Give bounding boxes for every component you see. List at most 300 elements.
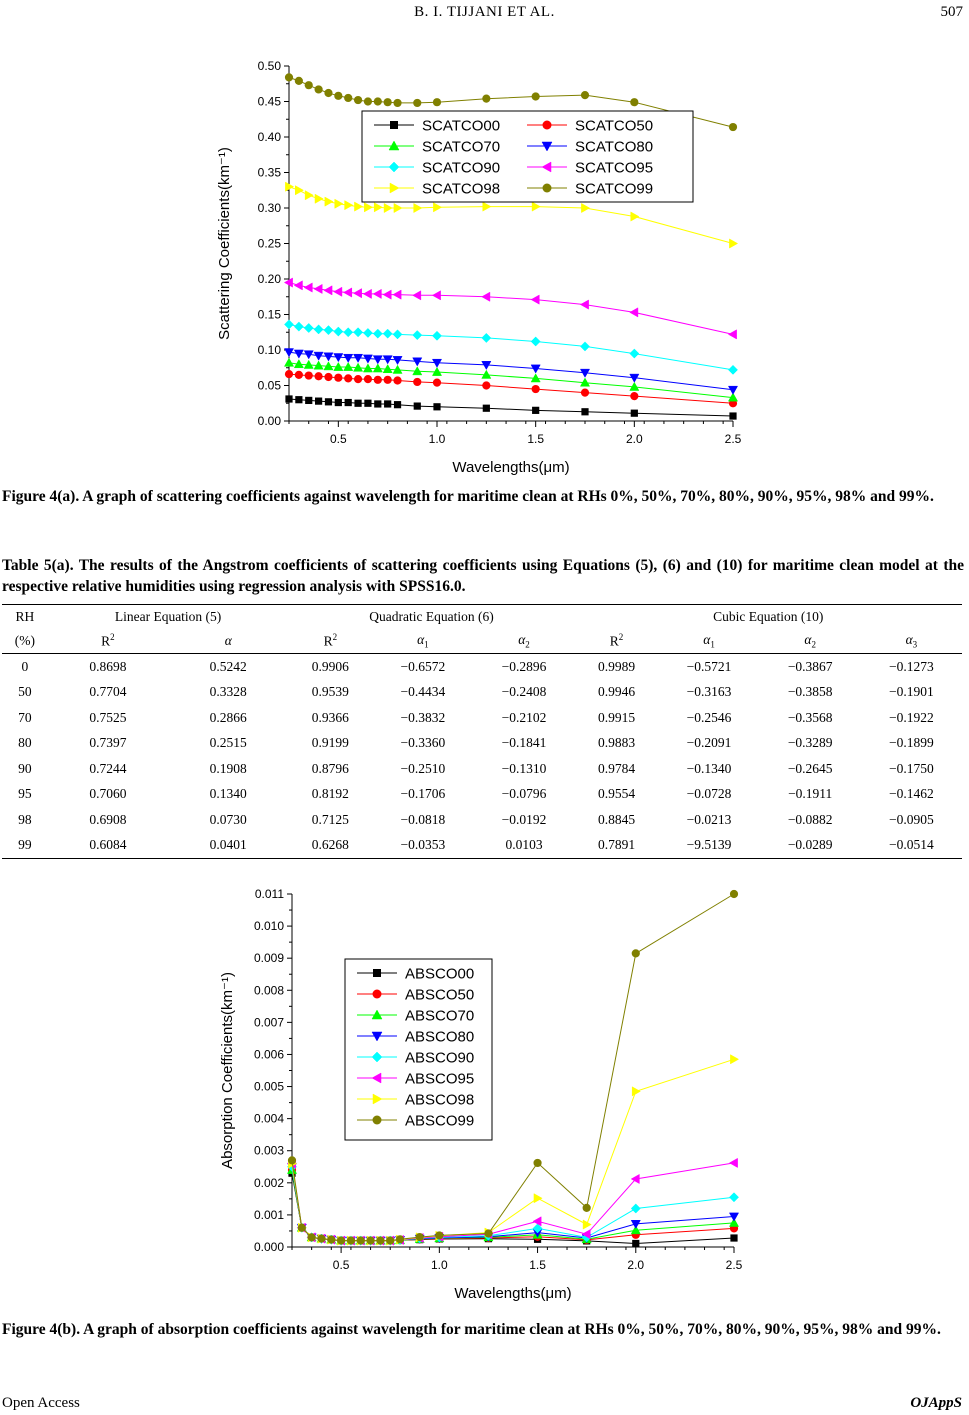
series-scatco95 xyxy=(284,278,736,339)
table-cell: 0.7525 xyxy=(89,709,127,725)
table-cell: 0.6268 xyxy=(288,833,372,859)
x-axis-label: Wavelengths(μm) xyxy=(454,1285,572,1302)
data-point xyxy=(295,77,303,85)
table-cell: 0.7125 xyxy=(311,811,349,827)
footer-journal: OJAppS xyxy=(910,1395,962,1411)
table-cell: −0.2546 xyxy=(686,709,732,725)
legend-label: ABSCO98 xyxy=(405,1091,475,1109)
y-tick-label: 0.00 xyxy=(257,414,281,428)
data-point xyxy=(413,291,421,300)
y-tick-label: 0.35 xyxy=(257,165,281,180)
data-point xyxy=(347,1236,355,1244)
data-point xyxy=(630,349,639,358)
data-point xyxy=(357,1236,365,1244)
table-cell: −0.0728 xyxy=(686,786,732,802)
data-point xyxy=(632,949,640,957)
data-point xyxy=(531,295,539,304)
data-point xyxy=(729,1193,738,1202)
data-point xyxy=(580,342,589,351)
table-cell: 0.8845 xyxy=(597,811,636,827)
data-point xyxy=(583,1204,591,1212)
legend-label: SCATCO00 xyxy=(422,117,501,135)
data-point xyxy=(344,354,353,362)
data-point xyxy=(374,400,381,407)
data-point xyxy=(335,199,343,208)
data-point xyxy=(285,395,292,402)
series-line xyxy=(292,1167,734,1241)
x-tick-label: 1.0 xyxy=(430,1258,448,1272)
table-cell: −0.1310 xyxy=(501,760,547,776)
data-point xyxy=(384,376,392,384)
y-tick-label: 0.005 xyxy=(253,1079,284,1094)
table-cell: 0.7891 xyxy=(575,833,659,859)
legend-marker xyxy=(390,121,398,129)
series-scatco50 xyxy=(285,370,737,407)
series-line xyxy=(289,283,733,335)
data-point xyxy=(344,94,352,102)
table-cell: −0.2408 xyxy=(501,684,547,700)
figure-4b-chart xyxy=(0,870,969,1310)
x-axis-label: Wavelengths(μm) xyxy=(452,459,570,476)
data-point xyxy=(532,202,540,211)
data-point xyxy=(364,375,372,383)
figure-4a-caption: Figure 4(a). A graph of scattering coefficients against wavelength for maritime clean at RHs 0%, 50%, 70%, 80%, 90%, 95%, 98% and 99%. xyxy=(2,488,934,505)
data-point xyxy=(533,1159,541,1167)
table-cell: 70 xyxy=(18,709,32,725)
data-point xyxy=(376,1236,384,1244)
data-point xyxy=(532,92,540,100)
data-point xyxy=(482,95,490,103)
table-cell: −0.3832 xyxy=(400,709,446,725)
data-point xyxy=(433,98,441,106)
data-point xyxy=(344,288,352,297)
y-axis-label: Scattering Coefficients(km⁻¹) xyxy=(216,147,233,340)
table-cell: −0.0213 xyxy=(686,811,732,827)
x-tick-label: 2.0 xyxy=(625,432,643,446)
data-point xyxy=(374,97,382,105)
data-point xyxy=(373,356,382,364)
data-point xyxy=(327,1236,335,1244)
data-point xyxy=(414,402,421,409)
data-point xyxy=(345,201,353,210)
data-point xyxy=(581,91,589,99)
data-point xyxy=(324,373,332,381)
data-point xyxy=(363,328,372,337)
col-group-cubic: Cubic Equation (10) xyxy=(575,605,962,630)
table-cell: 50 xyxy=(18,684,32,700)
column-header: $R^2$ xyxy=(609,632,624,649)
data-point xyxy=(581,408,588,415)
legend-marker xyxy=(373,990,382,999)
data-point xyxy=(384,400,391,407)
table-cell: 0.2515 xyxy=(209,735,247,751)
data-point xyxy=(630,392,638,400)
table-cell: 0.8192 xyxy=(311,786,349,802)
table-cell: 0.9366 xyxy=(311,709,349,725)
series-scatco70 xyxy=(284,358,737,401)
series-absco00 xyxy=(288,1170,737,1247)
data-point xyxy=(384,203,392,212)
y-tick-label: 0.50 xyxy=(257,59,281,73)
data-point xyxy=(337,1236,345,1244)
data-point xyxy=(581,389,589,397)
col-group-linear: Linear Equation (5) xyxy=(48,605,289,630)
data-point xyxy=(373,329,382,338)
table-cell: 0.3328 xyxy=(209,684,247,700)
data-point xyxy=(315,85,323,93)
table-cell: −0.2645 xyxy=(787,760,833,776)
data-point xyxy=(729,123,737,131)
table-cell: −9.5139 xyxy=(658,833,759,859)
y-tick-label: 0.003 xyxy=(253,1143,284,1158)
legend-label: ABSCO70 xyxy=(405,1007,475,1025)
table-cell: −0.0905 xyxy=(889,811,934,827)
table-cell: −0.1340 xyxy=(686,760,732,776)
y-tick-label: 0.25 xyxy=(257,236,281,251)
legend-label: SCATCO98 xyxy=(422,180,501,198)
column-header: $\alpha_1$ xyxy=(703,632,715,650)
table-cell: −0.3289 xyxy=(787,735,833,751)
data-point xyxy=(631,1204,640,1213)
table-cell: 0 xyxy=(2,654,48,680)
table-cell: 0.9199 xyxy=(311,735,349,751)
page-footer xyxy=(2,1395,962,1412)
data-point xyxy=(295,186,303,195)
table-cell: 0.0103 xyxy=(473,833,574,859)
legend-label: SCATCO80 xyxy=(575,138,654,156)
table-cell: 98 xyxy=(18,811,32,827)
data-point xyxy=(314,325,323,334)
data-point xyxy=(364,400,371,407)
data-point xyxy=(435,1231,443,1239)
data-point xyxy=(384,98,392,106)
table-cell: −0.1750 xyxy=(889,760,934,776)
table-cell: 0.1908 xyxy=(209,760,247,776)
y-tick-label: 0.15 xyxy=(257,307,281,322)
table-cell: −0.1901 xyxy=(889,684,934,700)
column-header: $R^2$ xyxy=(323,632,338,649)
data-point xyxy=(324,326,333,335)
data-point xyxy=(482,381,490,389)
col-group-rh: RH xyxy=(2,605,48,630)
data-point xyxy=(344,328,353,337)
data-point xyxy=(285,370,293,378)
data-point xyxy=(532,407,539,414)
data-point xyxy=(354,202,362,211)
data-point xyxy=(730,890,738,898)
y-tick-label: 0.004 xyxy=(253,1111,284,1126)
data-point xyxy=(294,322,303,331)
legend-label: ABSCO00 xyxy=(405,965,475,983)
legend-label: SCATCO50 xyxy=(575,117,654,135)
legend-label: SCATCO90 xyxy=(422,159,501,177)
legend-label: ABSCO80 xyxy=(405,1028,475,1046)
table-cell: 0.6908 xyxy=(89,811,127,827)
y-tick-label: 0.20 xyxy=(257,272,281,286)
table-cell: −0.0289 xyxy=(760,833,861,859)
page-header xyxy=(0,2,969,22)
table-cell: 0.0401 xyxy=(168,833,288,859)
data-point xyxy=(304,323,313,332)
data-point xyxy=(728,365,737,374)
table-cell: 0.9784 xyxy=(597,760,636,776)
y-tick-label: 0.010 xyxy=(253,919,284,934)
data-point xyxy=(580,300,588,309)
data-point xyxy=(383,290,391,299)
y-tick-label: 0.45 xyxy=(257,94,281,109)
table-cell: 0.9946 xyxy=(597,684,636,700)
table-cell: 0.5242 xyxy=(168,654,288,680)
data-point xyxy=(285,73,293,81)
data-point xyxy=(482,333,491,342)
x-tick-label: 1.5 xyxy=(529,1258,546,1272)
figure-4b-caption: Figure 4(b). A graph of absorption coefficients against wavelength for maritime clean at RHs 0%, 50%, 70%, 80%, 90%, 95%, 98% and 99%. xyxy=(2,1321,941,1338)
data-point xyxy=(364,203,372,212)
data-point xyxy=(304,283,312,292)
y-tick-label: 0.05 xyxy=(257,378,281,393)
table-cell: 0.9554 xyxy=(597,786,636,802)
data-point xyxy=(353,289,361,298)
table-cell: 0.0730 xyxy=(209,811,247,827)
column-header: $\alpha_1$ xyxy=(417,632,429,650)
data-point xyxy=(433,403,440,410)
data-point xyxy=(324,286,332,295)
page-number: 507 xyxy=(940,4,963,20)
figure-4a-chart xyxy=(0,40,969,525)
data-point xyxy=(730,1055,738,1064)
data-point xyxy=(284,320,293,329)
data-point xyxy=(335,399,342,406)
table-cell: −0.6572 xyxy=(372,654,473,680)
table-cell: 0.9915 xyxy=(597,709,636,725)
data-point xyxy=(630,308,638,317)
table-cell: 0.9539 xyxy=(311,684,349,700)
data-point xyxy=(482,292,490,301)
data-point xyxy=(305,397,312,404)
data-point xyxy=(729,412,736,419)
table-cell: −0.1899 xyxy=(889,735,934,751)
running-head-authors: B. I. TIJJANI ET AL. xyxy=(414,4,555,20)
data-point xyxy=(334,92,342,100)
x-tick-label: 2.0 xyxy=(627,1258,645,1272)
table-cell: −0.1841 xyxy=(501,735,547,751)
y-tick-label: 0.10 xyxy=(257,343,281,357)
legend-label: ABSCO90 xyxy=(405,1049,475,1067)
data-point xyxy=(334,327,343,336)
data-point xyxy=(295,396,302,403)
table-cell: −0.1922 xyxy=(889,709,934,725)
table-cell: 0.7397 xyxy=(89,735,127,751)
data-point xyxy=(305,191,313,200)
data-point xyxy=(315,372,323,380)
y-axis-label: Absorption Coefficients(km⁻¹) xyxy=(219,972,236,1169)
table-cell: −0.1273 xyxy=(861,654,962,680)
data-point xyxy=(364,97,372,105)
data-point xyxy=(314,284,322,293)
data-point xyxy=(581,203,589,212)
data-point xyxy=(631,410,638,417)
table-cell: −0.3360 xyxy=(400,735,446,751)
legend-label: ABSCO99 xyxy=(405,1112,475,1130)
table-cell: −0.1706 xyxy=(400,786,446,802)
y-tick-label: 0.007 xyxy=(253,1015,284,1030)
data-point xyxy=(354,96,362,104)
column-header: (%) xyxy=(14,633,35,648)
table-cell: −0.2102 xyxy=(501,709,547,725)
data-point xyxy=(631,212,639,221)
legend-label: SCATCO99 xyxy=(575,180,654,198)
table-cell: 0.9906 xyxy=(288,654,372,680)
data-point xyxy=(308,1233,316,1241)
data-point xyxy=(288,1156,296,1164)
table-cell: 0.6084 xyxy=(48,833,168,859)
data-point xyxy=(295,371,303,379)
data-point xyxy=(413,330,422,339)
data-point xyxy=(363,289,371,298)
data-point xyxy=(325,197,333,206)
table-cell: 0.9883 xyxy=(597,735,636,751)
y-tick-label: 0.011 xyxy=(254,887,284,901)
y-tick-label: 0.30 xyxy=(257,201,281,215)
table-cell: −0.3858 xyxy=(787,684,833,700)
data-point xyxy=(315,398,322,405)
data-point xyxy=(534,1194,542,1203)
table-cell: −0.3163 xyxy=(686,684,732,700)
x-tick-label: 0.5 xyxy=(332,1258,350,1272)
data-point xyxy=(393,330,402,339)
footer-open-access: Open Access xyxy=(2,1395,80,1411)
y-tick-label: 0.008 xyxy=(253,983,284,998)
table-cell: −0.0514 xyxy=(861,833,962,859)
data-point xyxy=(344,374,352,382)
table-cell: 99 xyxy=(2,833,48,859)
column-header: $\alpha_2$ xyxy=(518,632,530,650)
data-point xyxy=(483,202,491,211)
data-point xyxy=(298,1224,306,1232)
table-cell: −0.1911 xyxy=(788,786,833,802)
table-cell: 0.1340 xyxy=(209,786,247,802)
table-cell: −0.0882 xyxy=(787,811,833,827)
legend-marker xyxy=(543,184,552,193)
legend-label: SCATCO95 xyxy=(575,159,654,177)
table-cell: −0.0818 xyxy=(400,811,446,827)
data-point xyxy=(394,401,401,408)
table-cell: 95 xyxy=(18,786,32,802)
x-tick-label: 2.5 xyxy=(725,1258,743,1272)
x-tick-label: 1.5 xyxy=(527,432,545,446)
table-cell: 0.7244 xyxy=(89,760,127,776)
table-cell: 0.8796 xyxy=(311,760,349,776)
data-point xyxy=(393,99,401,107)
table-cell: 0.8698 xyxy=(48,654,168,680)
data-point xyxy=(728,330,736,339)
y-tick-label: 0.002 xyxy=(253,1175,284,1190)
table-cell: −0.5721 xyxy=(658,654,759,680)
data-point xyxy=(393,290,401,299)
table-cell: −0.0192 xyxy=(501,811,547,827)
data-point xyxy=(413,99,421,107)
data-point xyxy=(394,203,402,212)
table-cell: 0.7060 xyxy=(89,786,127,802)
legend-label: ABSCO95 xyxy=(405,1070,475,1088)
data-point xyxy=(432,291,440,300)
column-header: α xyxy=(224,633,232,648)
data-point xyxy=(433,379,441,387)
data-point xyxy=(433,203,441,212)
data-point xyxy=(583,1220,591,1229)
data-point xyxy=(324,89,332,97)
table-cell: −0.2896 xyxy=(473,654,574,680)
data-point xyxy=(374,203,382,212)
data-point xyxy=(393,376,401,384)
data-point xyxy=(386,1236,394,1244)
table-5a-caption: Table 5(a). The results of the Angstrom coefficients of scattering coefficients using Equations (5), (6) and (10) for maritime clean model at the respective relative humidities using regression analysis with SPSS16.0. xyxy=(2,557,964,595)
data-point xyxy=(374,376,382,384)
data-point xyxy=(730,1234,737,1241)
y-tick-label: 0.40 xyxy=(257,130,281,144)
table-cell: −0.4434 xyxy=(400,684,446,700)
table-5a xyxy=(2,604,962,859)
series-line xyxy=(292,1163,734,1241)
y-tick-label: 0.009 xyxy=(253,951,284,966)
legend-marker xyxy=(373,1116,382,1125)
table-cell: 0.9989 xyxy=(575,654,659,680)
data-point xyxy=(632,1240,639,1247)
data-point xyxy=(729,239,737,248)
data-point xyxy=(484,1229,492,1237)
x-tick-label: 2.5 xyxy=(724,432,742,446)
data-point xyxy=(325,398,332,405)
y-tick-label: 0.006 xyxy=(253,1047,284,1062)
table-cell: 0.2866 xyxy=(209,709,247,725)
data-point xyxy=(373,364,382,372)
data-point xyxy=(366,1236,374,1244)
legend-marker xyxy=(543,121,552,130)
table-cell: 90 xyxy=(18,760,32,776)
data-point xyxy=(630,98,638,106)
legend-label: SCATCO70 xyxy=(422,138,501,156)
data-point xyxy=(305,81,313,89)
series-absco50 xyxy=(288,1166,738,1245)
data-point xyxy=(416,1233,424,1241)
x-tick-label: 0.5 xyxy=(329,432,347,446)
column-header: $\alpha_3$ xyxy=(905,632,918,650)
table-cell: −0.1462 xyxy=(889,786,934,802)
data-point xyxy=(531,337,540,346)
y-tick-label: 0.001 xyxy=(253,1207,284,1222)
legend-label: ABSCO50 xyxy=(405,986,475,1004)
column-header: $R^2$ xyxy=(101,632,115,649)
table-cell: −0.0796 xyxy=(501,786,547,802)
data-point xyxy=(729,1158,737,1167)
data-point xyxy=(532,385,540,393)
series-line xyxy=(292,1167,734,1241)
data-point xyxy=(728,386,737,394)
data-point xyxy=(334,287,342,296)
column-header: $\alpha_2$ xyxy=(804,632,816,650)
data-point xyxy=(396,1235,404,1243)
data-point xyxy=(413,378,421,386)
data-point xyxy=(354,375,362,383)
data-point xyxy=(305,371,313,379)
table-cell: −0.3568 xyxy=(787,709,833,725)
table-cell: 0.7704 xyxy=(89,684,127,700)
table-cell: −0.2510 xyxy=(400,760,446,776)
data-point xyxy=(315,194,323,203)
table-cell: −0.2091 xyxy=(686,735,732,751)
data-point xyxy=(632,1087,640,1096)
legend-marker xyxy=(373,969,381,977)
